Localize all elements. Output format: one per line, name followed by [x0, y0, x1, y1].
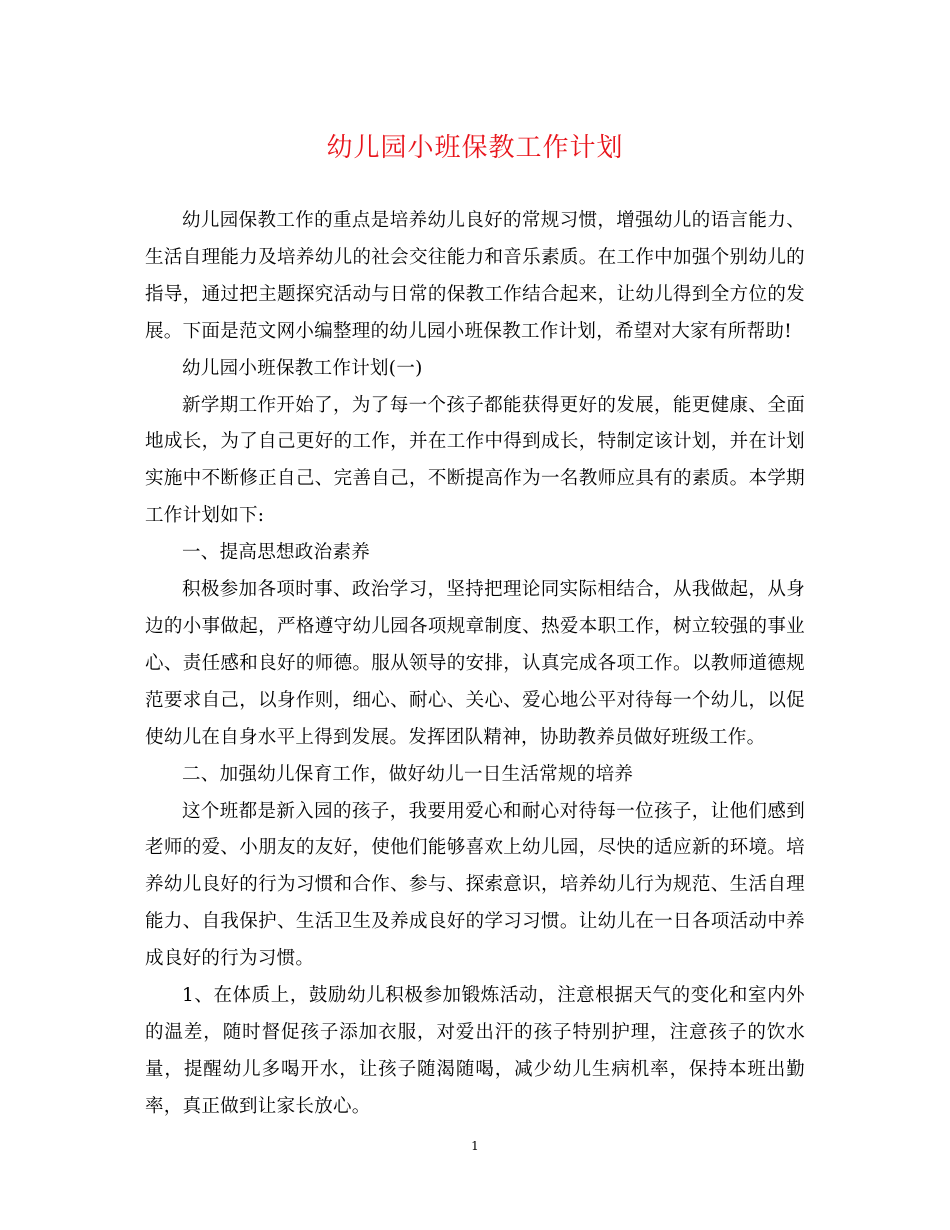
paragraph-new-semester: 新学期工作开始了，为了每一个孩子都能获得更好的发展，能更健康、全面地成长，为了自己更好的工作，并在工作中得到成长，特制定该计划，并在计划实施中不断修正自己、完善自己，不断提高作为一名教师应具有的素质。本学期工作计划如下: — [145, 394, 805, 527]
page-number: 1 — [471, 1139, 479, 1153]
section-heading-plan-one: 幼儿园小班保教工作计划(一) — [182, 357, 423, 379]
paragraph-intro: 幼儿园保教工作的重点是培养幼儿良好的常规习惯，增强幼儿的语言能力、生活自理能力及培养幼儿的社会交往能力和音乐素质。在工作中加强个别幼儿的指导，通过把主题探究活动与日常的保教工作结合起来，让幼儿得到全方位的发展。下面是范文网小编整理的幼儿园小班保教工作计划，希望对大家有所帮助! — [145, 210, 805, 342]
section-heading-political: 一、提高思想政治素养 — [182, 542, 371, 564]
paragraph-care: 这个班都是新入园的孩子，我要用爱心和耐心对待每一位孩子，让他们感到老师的爱、小朋友的友好，使他们能够喜欢上幼儿园，尽快的适应新的环境。培养幼儿良好的行为习惯和合作、参与、探索意识，培养幼儿行为规范、生活自理能力、自我保护、生活卫生及养成良好的学习习惯。让幼儿在一日各项活动中养成良好的行为习惯。 — [145, 800, 805, 970]
document-title: 幼儿园小班保教工作计划 — [326, 133, 624, 163]
paragraph-physique: 1、在体质上，鼓励幼儿积极参加锻炼活动，注意根据天气的变化和室内外的温差，随时督促孩子添加衣服，对爱出汗的孩子特别护理，注意孩子的饮水量，提醒幼儿多喝开水，让孩子随渴随喝，减少幼儿生病机率，保持本班出勤率，真正做到让家长放心。 — [145, 985, 805, 1117]
paragraph-political: 积极参加各项时事、政治学习，坚持把理论同实际相结合，从我做起，从身边的小事做起，严格遵守幼儿园各项规章制度、热爱本职工作，树立较强的事业心、责任感和良好的师德。服从领导的安排，认真完成各项工作。以教师道德规范要求自己，以身作则，细心、耐心、关心、爱心地公平对待每一个幼儿，以促使幼儿在自身水平上得到发展。发挥团队精神，协助教养员做好班级工作。 — [145, 579, 805, 748]
document-body — [145, 203, 805, 1126]
section-heading-care: 二、加强幼儿保育工作，做好幼儿一日生活常规的培养 — [182, 763, 634, 785]
